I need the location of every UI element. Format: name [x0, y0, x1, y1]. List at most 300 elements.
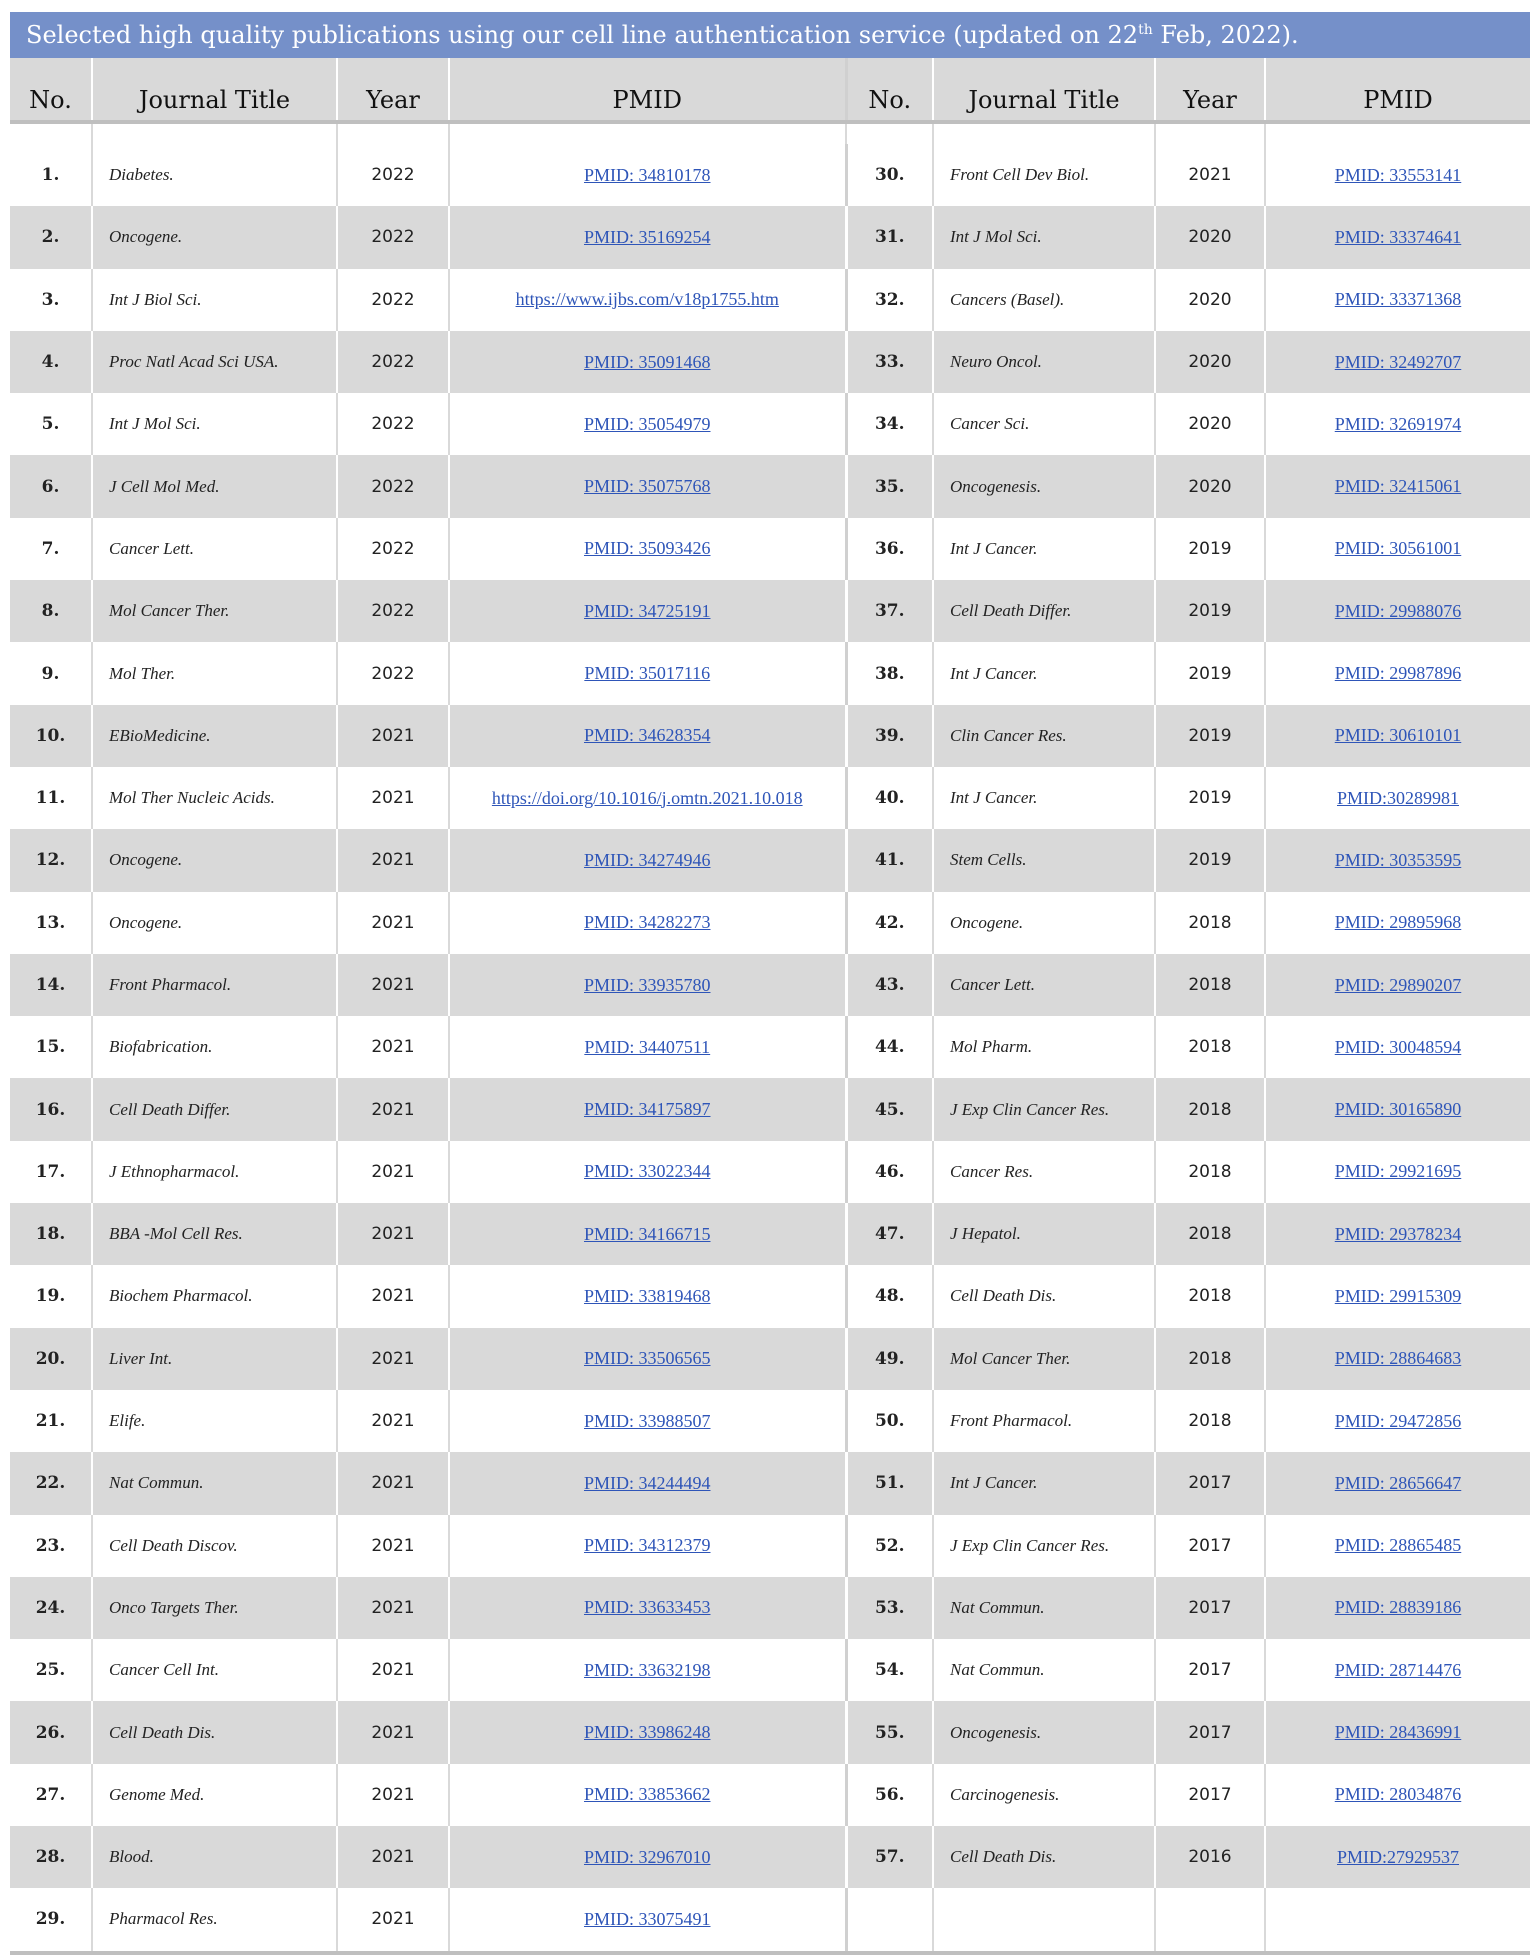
journal-title-left: Cell Death Differ.	[92, 1078, 337, 1140]
journal-title-right: Int J Cancer.	[933, 1452, 1155, 1514]
pmid-cell-left	[449, 518, 846, 580]
pmid-cell-left	[449, 1016, 846, 1078]
journal-title-right: Int J Cancer.	[933, 767, 1155, 829]
publication-year-left: 2021	[337, 767, 449, 829]
row-number-left: 27.	[35, 1784, 66, 1805]
pmid-cell-right	[1265, 1078, 1530, 1140]
pmid-cell-left	[449, 393, 846, 455]
row-number-right: 42.	[846, 892, 933, 954]
table-row	[10, 1016, 1530, 1078]
publication-year-right: 2020	[1155, 455, 1265, 517]
row-number-left: 10.	[10, 705, 92, 767]
table-row	[10, 954, 1530, 1016]
journal-title-right: J Exp Clin Cancer Res.	[933, 1515, 1155, 1577]
journal-title-left: Cancer Lett.	[92, 518, 337, 580]
publication-year-left: 2021	[337, 705, 449, 767]
pmid-cell-right	[1265, 1515, 1530, 1577]
publications-table	[10, 58, 1530, 1955]
pmid-link[interactable]: PMID: 33853662	[583, 1784, 711, 1805]
publication-year-right: 2017	[1155, 1639, 1265, 1701]
row-number-left: 3.	[41, 289, 60, 310]
publication-year-right: 2021	[1155, 144, 1265, 206]
journal-title-right: Cell Death Dis.	[933, 1826, 1155, 1888]
banner-text: Selected high quality publications using our cell line authentication service (updated on 22	[26, 21, 1139, 49]
publication-year-left: 2021	[337, 1328, 449, 1390]
header-year: Year	[337, 58, 449, 122]
journal-title-left: Onco Targets Ther.	[92, 1577, 337, 1639]
publication-year-left: 2021	[337, 1390, 449, 1452]
row-number-right: 45.	[846, 1078, 933, 1140]
journal-title-right: Cancer Sci.	[933, 393, 1155, 455]
journal-title-right: Clin Cancer Res.	[933, 705, 1155, 767]
row-number-right: 54.	[846, 1639, 933, 1701]
pmid-cell-right	[1265, 1328, 1530, 1390]
pmid-link[interactable]: PMID: 29987896	[1334, 663, 1462, 684]
pmid-cell-left	[449, 1390, 846, 1452]
pmid-cell-right	[1265, 269, 1530, 331]
pmid-link[interactable]: PMID: 28865485	[1334, 1535, 1462, 1556]
publication-year-right: 2018	[1155, 954, 1265, 1016]
pmid-link[interactable]: PMID: 35093426	[583, 538, 711, 559]
row-number-left: 19.	[35, 1286, 66, 1307]
pmid-link[interactable]: PMID: 35054979	[583, 413, 711, 434]
pmid-cell-right	[1265, 1452, 1530, 1514]
pmid-link[interactable]: PMID: 29378234	[1334, 1223, 1462, 1244]
row-number-right: 41.	[846, 829, 933, 891]
journal-title-right: Oncogenesis.	[933, 1701, 1155, 1763]
pmid-link[interactable]: PMID: 32967010	[583, 1846, 711, 1867]
table-row	[10, 1390, 1530, 1452]
pmid-cell-right	[1265, 705, 1530, 767]
publication-year-left: 2021	[337, 1016, 449, 1078]
journal-title-left: Mol Ther.	[92, 642, 337, 704]
publication-year-right: 2016	[1155, 1826, 1265, 1888]
pmid-cell-right	[1265, 144, 1530, 206]
publication-year-left: 2021	[337, 1141, 449, 1203]
pmid-link[interactable]: PMID: 29472856	[1334, 1410, 1462, 1431]
pmid-link[interactable]: PMID: 33988507	[583, 1410, 711, 1431]
table-header-row	[10, 58, 1530, 122]
row-number-left: 12.	[10, 829, 92, 891]
journal-title-right: Stem Cells.	[933, 829, 1155, 891]
pmid-cell-left	[449, 206, 846, 268]
pmid-link[interactable]: PMID: 28034876	[1334, 1784, 1462, 1805]
pmid-link[interactable]: https://www.ijbs.com/v18p1755.htm	[515, 289, 779, 310]
journal-title-right: Oncogene.	[933, 892, 1155, 954]
pmid-link[interactable]: PMID: 32691974	[1334, 413, 1462, 434]
row-number-right: 38.	[846, 642, 933, 704]
journal-title-right: Front Cell Dev Biol.	[933, 144, 1155, 206]
pmid-link[interactable]: PMID: 34282273	[583, 912, 711, 933]
pmid-link[interactable]: PMID: 33553141	[1334, 164, 1462, 185]
journal-title-left: Biofabrication.	[92, 1016, 337, 1078]
table-row	[10, 1141, 1530, 1203]
publication-year-right: 2018	[1155, 892, 1265, 954]
publication-year-right: 2017	[1155, 1764, 1265, 1826]
table-row	[10, 1826, 1530, 1888]
publication-year-left: 2022	[337, 518, 449, 580]
journal-title-right	[933, 1888, 1155, 1952]
pmid-link[interactable]: PMID: 35169254	[583, 226, 711, 247]
pmid-link[interactable]: PMID: 33374641	[1334, 226, 1462, 247]
pmid-link[interactable]: PMID:27929537	[1336, 1846, 1459, 1867]
pmid-link[interactable]: PMID: 29895968	[1334, 912, 1462, 933]
journal-title-right: Cancer Res.	[933, 1141, 1155, 1203]
table-row	[10, 580, 1530, 642]
publication-year-left: 2021	[337, 1452, 449, 1514]
pmid-link[interactable]: PMID: 34810178	[583, 164, 711, 185]
publication-year-right: 2018	[1155, 1328, 1265, 1390]
pmid-link[interactable]: PMID: 33022344	[583, 1161, 711, 1182]
pmid-link[interactable]: PMID: 32415061	[1334, 476, 1462, 497]
row-number-right: 50.	[846, 1390, 933, 1452]
publication-year-right: 2020	[1155, 206, 1265, 268]
header-no-right: No.	[846, 58, 933, 122]
journal-title-right: Cancers (Basel).	[933, 269, 1155, 331]
publication-year-left: 2022	[337, 580, 449, 642]
header-pmid: PMID	[449, 58, 846, 122]
pmid-cell-left	[449, 1328, 846, 1390]
journal-title-right: Int J Cancer.	[933, 642, 1155, 704]
publication-year-left: 2021	[337, 892, 449, 954]
journal-title-right: Int J Cancer.	[933, 518, 1155, 580]
journal-title-right: J Hepatol.	[933, 1203, 1155, 1265]
publication-year-right: 2018	[1155, 1265, 1265, 1327]
publication-year-left: 2021	[337, 1888, 449, 1952]
pmid-link[interactable]: PMID: 33506565	[583, 1348, 711, 1369]
journal-title-right: Front Pharmacol.	[933, 1390, 1155, 1452]
publication-year-right: 2020	[1155, 269, 1265, 331]
header-pmid-right: PMID	[1265, 58, 1530, 122]
journal-title-right: Mol Pharm.	[933, 1016, 1155, 1078]
publication-year-left: 2021	[337, 829, 449, 891]
row-number-left: 9.	[41, 663, 60, 684]
table-row	[10, 1078, 1530, 1140]
table-row	[10, 1515, 1530, 1577]
publications-panel	[10, 12, 1530, 1955]
publication-year-right: 2018	[1155, 1078, 1265, 1140]
pmid-link[interactable]: PMID: 35017116	[584, 663, 711, 684]
row-number-left: 4.	[10, 331, 92, 393]
row-number-right: 39.	[846, 705, 933, 767]
pmid-cell-left	[449, 767, 846, 829]
pmid-link[interactable]: PMID: 33075491	[583, 1908, 711, 1929]
table-row	[10, 393, 1530, 455]
pmid-link[interactable]: PMID: 30048594	[1334, 1036, 1462, 1057]
table-row	[10, 1639, 1530, 1701]
pmid-link[interactable]: PMID: 34244494	[583, 1472, 711, 1493]
journal-title-left: Pharmacol Res.	[92, 1888, 337, 1952]
journal-title-left: Cell Death Dis.	[92, 1701, 337, 1763]
row-number-left: 7.	[41, 538, 60, 559]
row-number-right: 53.	[846, 1577, 933, 1639]
pmid-link[interactable]: PMID: 34274946	[583, 849, 711, 870]
journal-title-right: Carcinogenesis.	[933, 1764, 1155, 1826]
journal-title-left: Mol Ther Nucleic Acids.	[92, 767, 337, 829]
table-row	[10, 455, 1530, 517]
pmid-cell-left	[449, 144, 846, 206]
row-number-left: 18.	[10, 1203, 92, 1265]
row-number-left: 23.	[35, 1535, 66, 1556]
journal-title-left: Mol Cancer Ther.	[92, 580, 337, 642]
pmid-cell-right	[1265, 1577, 1530, 1639]
row-number-left: 21.	[35, 1411, 66, 1432]
table-row	[10, 1265, 1530, 1327]
pmid-link[interactable]: PMID: 30353595	[1334, 849, 1462, 870]
table-row	[10, 518, 1530, 580]
pmid-cell-right	[1265, 393, 1530, 455]
pmid-cell-right	[1265, 642, 1530, 704]
row-number-right: 51.	[846, 1452, 933, 1514]
pmid-link[interactable]: PMID: 32492707	[1334, 351, 1462, 372]
row-number-left: 5.	[41, 414, 60, 435]
pmid-cell-right	[1265, 829, 1530, 891]
pmid-link[interactable]: PMID: 34725191	[583, 600, 711, 621]
journal-title-left: Cell Death Discov.	[92, 1515, 337, 1577]
publication-year-right: 2020	[1155, 393, 1265, 455]
pmid-cell-right	[1265, 580, 1530, 642]
pmid-cell-right	[1265, 767, 1530, 829]
pmid-link[interactable]: PMID: 28656647	[1334, 1472, 1462, 1493]
table-row	[10, 1701, 1530, 1763]
pmid-link[interactable]: PMID: 29921695	[1334, 1161, 1462, 1182]
table-row	[10, 642, 1530, 704]
journal-title-left: Front Pharmacol.	[92, 954, 337, 1016]
row-number-right: 49.	[846, 1328, 933, 1390]
pmid-link[interactable]: PMID: 34312379	[583, 1535, 711, 1556]
publication-year-right: 2019	[1155, 767, 1265, 829]
row-number-right: 48.	[846, 1265, 933, 1327]
row-number-left: 28.	[10, 1826, 92, 1888]
row-number-left: 6.	[10, 455, 92, 517]
publication-year-right: 2019	[1155, 642, 1265, 704]
publication-year-right: 2017	[1155, 1452, 1265, 1514]
page-title-banner	[10, 12, 1530, 58]
table-row	[10, 892, 1530, 954]
row-number-left: 2.	[10, 206, 92, 268]
pmid-cell-right	[1265, 206, 1530, 268]
table-row	[10, 829, 1530, 891]
journal-title-left: J Ethnopharmacol.	[92, 1141, 337, 1203]
row-number-right: 33.	[846, 331, 933, 393]
row-number-right: 31.	[846, 206, 933, 268]
publication-year-left: 2022	[337, 144, 449, 206]
journal-title-right: Cell Death Dis.	[933, 1265, 1155, 1327]
row-number-left: 20.	[10, 1328, 92, 1390]
pmid-link[interactable]: PMID: 35091468	[583, 351, 711, 372]
pmid-cell-left	[449, 1639, 846, 1701]
pmid-cell-right	[1265, 1826, 1530, 1888]
publication-year-right: 2020	[1155, 331, 1265, 393]
pmid-link[interactable]: PMID: 28436991	[1334, 1722, 1462, 1743]
row-number-right: 56.	[846, 1764, 933, 1826]
publication-year-left: 2021	[337, 1203, 449, 1265]
header-journal-title-right: Journal Title	[933, 58, 1155, 122]
journal-title-right: Nat Commun.	[933, 1577, 1155, 1639]
pmid-link[interactable]: PMID: 35075768	[583, 476, 711, 497]
journal-title-right: Cancer Lett.	[933, 954, 1155, 1016]
pmid-cell-left	[449, 829, 846, 891]
publication-year-left: 2022	[337, 642, 449, 704]
journal-title-left: BBA -Mol Cell Res.	[92, 1203, 337, 1265]
row-number-right: 57.	[846, 1826, 933, 1888]
publication-year-right: 2017	[1155, 1515, 1265, 1577]
row-number-left: 13.	[35, 912, 66, 933]
row-number-right: 47.	[846, 1203, 933, 1265]
journal-title-left: Int J Biol Sci.	[92, 269, 337, 331]
row-number-right: 43.	[846, 954, 933, 1016]
table-row	[10, 1452, 1530, 1514]
pmid-cell-right	[1265, 1390, 1530, 1452]
row-number-left: 14.	[10, 954, 92, 1016]
row-number-left: 8.	[10, 580, 92, 642]
journal-title-left: Diabetes.	[92, 144, 337, 206]
row-number-left: 24.	[10, 1577, 92, 1639]
publication-year-right: 2017	[1155, 1701, 1265, 1763]
pmid-link[interactable]: PMID: 29890207	[1334, 974, 1462, 995]
pmid-cell-left	[449, 1203, 846, 1265]
pmid-link[interactable]: PMID: 28714476	[1334, 1659, 1462, 1680]
pmid-cell-left	[449, 580, 846, 642]
row-number-left: 15.	[35, 1037, 66, 1058]
journal-title-right: Int J Mol Sci.	[933, 206, 1155, 268]
pmid-cell-left	[449, 1452, 846, 1514]
header-no: No.	[10, 58, 92, 122]
row-number-right: 44.	[846, 1016, 933, 1078]
publication-year-left: 2022	[337, 331, 449, 393]
row-number-right: 40.	[846, 767, 933, 829]
pmid-cell-left	[449, 331, 846, 393]
pmid-link[interactable]: PMID: 28864683	[1334, 1348, 1462, 1369]
publication-year-left: 2021	[337, 1764, 449, 1826]
pmid-link[interactable]: PMID: 34407511	[584, 1036, 711, 1057]
journal-title-left: Cancer Cell Int.	[92, 1639, 337, 1701]
row-number-right: 37.	[846, 580, 933, 642]
publication-year-left: 2021	[337, 1701, 449, 1763]
table-row	[10, 767, 1530, 829]
pmid-cell-right	[1265, 331, 1530, 393]
pmid-link[interactable]: PMID: 33986248	[583, 1722, 711, 1743]
banner-text-end: Feb, 2022).	[1152, 21, 1299, 49]
pmid-link[interactable]: PMID: 33935780	[583, 974, 711, 995]
header-spacer-row	[10, 122, 1530, 144]
pmid-link[interactable]: PMID: 28839186	[1334, 1597, 1462, 1618]
pmid-link[interactable]: PMID: 30610101	[1334, 725, 1462, 746]
pmid-link[interactable]: PMID: 33632198	[583, 1659, 711, 1680]
journal-title-right: Mol Cancer Ther.	[933, 1328, 1155, 1390]
publication-year-right: 2018	[1155, 1390, 1265, 1452]
publication-year-left: 2021	[337, 1515, 449, 1577]
publication-year-right: 2019	[1155, 829, 1265, 891]
journal-title-right: Cell Death Differ.	[933, 580, 1155, 642]
journal-title-left: EBioMedicine.	[92, 705, 337, 767]
pmid-cell-left	[449, 1826, 846, 1888]
row-number-left: 16.	[10, 1078, 92, 1140]
pmid-cell-left	[449, 1265, 846, 1327]
journal-title-right: Neuro Oncol.	[933, 331, 1155, 393]
pmid-link[interactable]: https://doi.org/10.1016/j.omtn.2021.10.018	[491, 787, 803, 808]
table-row	[10, 1888, 1530, 1952]
row-number-right	[846, 1888, 933, 1952]
journal-title-right: Nat Commun.	[933, 1639, 1155, 1701]
publication-year-right: 2017	[1155, 1577, 1265, 1639]
table-row	[10, 269, 1530, 331]
row-number-left: 17.	[35, 1161, 66, 1182]
publication-year-right: 2018	[1155, 1016, 1265, 1078]
publication-year-left: 2022	[337, 269, 449, 331]
row-number-left: 1.	[41, 165, 60, 186]
pmid-cell-left	[449, 642, 846, 704]
pmid-link[interactable]: PMID: 30165890	[1334, 1099, 1462, 1120]
pmid-cell-left	[449, 1141, 846, 1203]
pmid-cell-left	[449, 892, 846, 954]
table-row	[10, 206, 1530, 268]
publication-year-left: 2021	[337, 1639, 449, 1701]
pmid-link[interactable]: PMID: 29915309	[1334, 1285, 1462, 1306]
pmid-cell-left	[449, 1078, 846, 1140]
journal-title-left: Elife.	[92, 1390, 337, 1452]
row-number-right: 30.	[846, 144, 933, 206]
pmid-link[interactable]: PMID: 34166715	[583, 1223, 711, 1244]
publication-year-left: 2022	[337, 393, 449, 455]
pmid-cell-right	[1265, 1141, 1530, 1203]
pmid-link[interactable]: PMID:30289981	[1336, 787, 1459, 808]
row-number-right: 35.	[846, 455, 933, 517]
pmid-link[interactable]: PMID: 29988076	[1334, 600, 1462, 621]
publication-year-right: 2018	[1155, 1203, 1265, 1265]
row-number-right: 52.	[846, 1515, 933, 1577]
table-row	[10, 144, 1530, 206]
journal-title-left: Liver Int.	[92, 1328, 337, 1390]
pmid-link[interactable]: PMID: 30561001	[1334, 538, 1462, 559]
journal-title-left: Genome Med.	[92, 1764, 337, 1826]
table-row	[10, 1577, 1530, 1639]
publication-year-left: 2021	[337, 1265, 449, 1327]
row-number-right: 32.	[846, 269, 933, 331]
publication-year-left: 2021	[337, 1577, 449, 1639]
pmid-cell-right	[1265, 1701, 1530, 1763]
pmid-cell-right	[1265, 1203, 1530, 1265]
pmid-cell-left	[449, 1701, 846, 1763]
publication-year-right: 2018	[1155, 1141, 1265, 1203]
journal-title-left: Biochem Pharmacol.	[92, 1265, 337, 1327]
pmid-link[interactable]: PMID: 33819468	[583, 1285, 711, 1306]
pmid-link[interactable]: PMID: 33371368	[1334, 289, 1462, 310]
journal-title-left: Oncogene.	[92, 829, 337, 891]
journal-title-left: Blood.	[92, 1826, 337, 1888]
pmid-cell-right	[1265, 1888, 1530, 1952]
journal-title-right: Oncogenesis.	[933, 455, 1155, 517]
publication-year-right: 2019	[1155, 518, 1265, 580]
pmid-link[interactable]: PMID: 33633453	[583, 1597, 711, 1618]
row-number-right: 55.	[846, 1701, 933, 1763]
row-number-right: 36.	[846, 518, 933, 580]
row-number-right: 46.	[846, 1141, 933, 1203]
pmid-link[interactable]: PMID: 34175897	[583, 1099, 711, 1120]
publication-year-left: 2021	[337, 1078, 449, 1140]
table-row	[10, 1764, 1530, 1826]
row-number-left: 11.	[35, 788, 66, 809]
publication-year-right: 2019	[1155, 580, 1265, 642]
publication-year-right	[1155, 1888, 1265, 1952]
pmid-link[interactable]: PMID: 34628354	[583, 725, 711, 746]
table-row	[10, 705, 1530, 767]
journal-title-left: Nat Commun.	[92, 1452, 337, 1514]
journal-title-left: Proc Natl Acad Sci USA.	[92, 331, 337, 393]
pmid-cell-left	[449, 1515, 846, 1577]
header-year-right: Year	[1155, 58, 1265, 122]
publication-year-left: 2022	[337, 206, 449, 268]
